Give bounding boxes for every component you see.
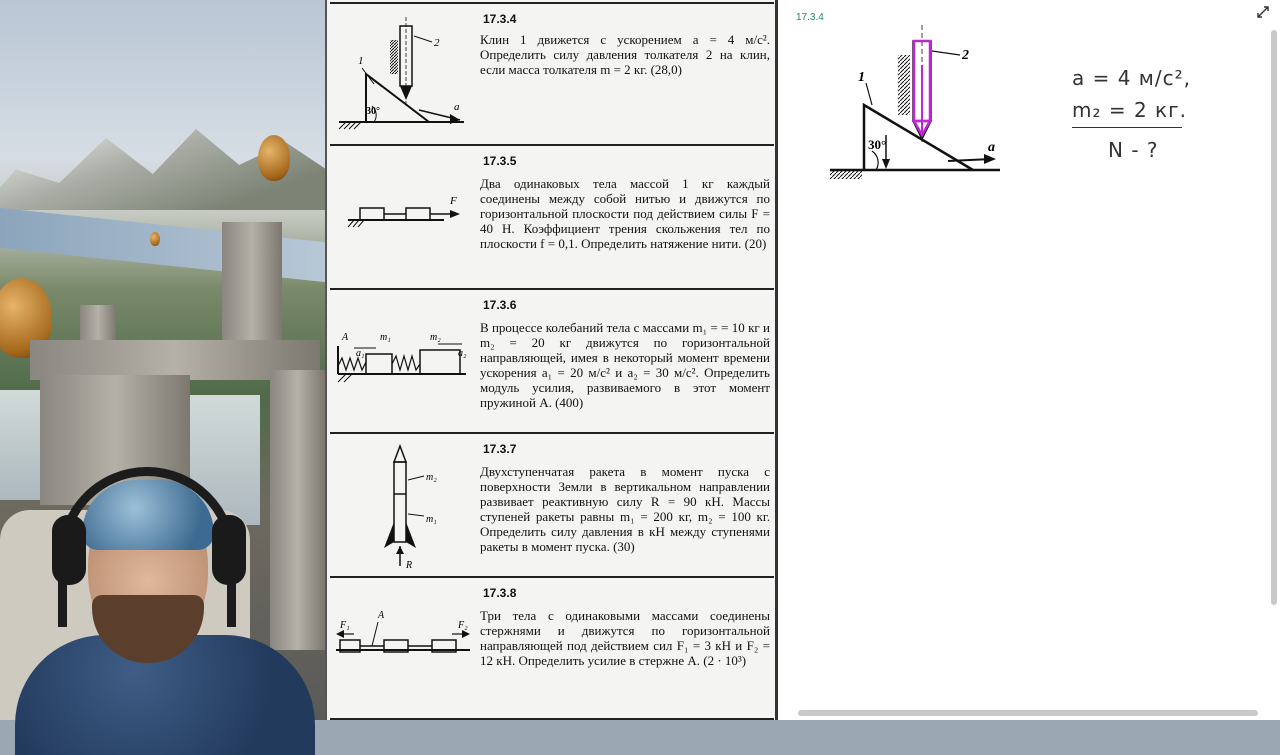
board-figure-wedge [828,25,1008,185]
problem-17-3-5 [330,144,774,290]
webcam-overlay [0,455,325,720]
problem-17-3-8 [330,576,774,720]
fig-label: 2 [962,48,969,63]
note-unknown: N - ? [1108,138,1159,162]
problem-text: Два одинаковых тела массой 1 кг каждый соединены между собой нитью и движутся по горизонтальной плоскости под действием силы F = 40 Н. Коэффициент трения скольжения тел по плоскости f = 0,1. Определить натяжение нити. (20) [480,176,770,251]
fig-label: 30° [366,106,380,117]
fig-label: 2 [434,37,440,49]
problem-number: 17.3.6 [483,298,517,312]
expand-icon[interactable] [1256,5,1270,19]
fig-label: A [378,610,385,621]
headphone-earcup-left [52,515,86,585]
fig-label: m₁ [426,514,437,525]
problem-17-3-7 [330,432,774,578]
board-page-label: 17.3.4 [796,12,824,23]
problem-number: 17.3.5 [483,154,517,168]
note-mass: m₂ = 2 кг. [1072,98,1187,122]
problem-number: 17.3.8 [483,586,517,600]
fig-label: 1 [358,55,364,67]
fig-label: a₂ [458,348,467,359]
problem-text: Двухступенчатая ракета в момент пуска с поверхности Земли в вертикальном направлении развивает реактивную силу R = 90 кН. Массы ступеней ракеты равны m₁ = 200 кг, m₂ = 100 кг. Определить силу давления в кН между ступенями ракеты в момент пуска. (30) [480,464,770,554]
horizontal-scrollbar[interactable] [798,710,1258,716]
fig-label: m₂ [426,472,437,483]
problem-text: Клин 1 движется с ускорением a = 4 м/с². Определить силу давления толкателя 2 на клин, если масса толкателя m = 2 кг. (28,0) [480,32,770,77]
figure-two-blocks [334,186,472,246]
fig-label: F₂ [458,620,468,631]
fig-label: F [450,195,457,207]
problem-17-3-6 [330,288,774,434]
fig-label: 30° [868,137,887,152]
problem-number: 17.3.7 [483,442,517,456]
balloon-small [258,135,290,181]
textbook-page [325,0,778,720]
fig-label: a [988,140,995,155]
fig-label: R [406,560,413,571]
figure-spring-masses [334,326,472,396]
fig-label: m₁ [380,332,391,343]
problem-text: Три тела с одинаковыми массами соединены стержнями и движутся по горизонтальной направляющей под действием сил F₁ = 3 кН и F₂ = 12 кН. Определить усилие в стержне A. (2 · 10³) [480,608,770,668]
figure-rocket [334,442,472,572]
note-acceleration: a = 4 м/с², [1072,66,1192,90]
headphone-earcup-right [212,515,246,585]
problem-17-3-4 [330,2,774,146]
fig-label: a [454,101,460,113]
problem-number: 17.3.4 [483,12,517,26]
fig-label: a₁ [356,348,365,359]
figure-wedge-pusher [334,12,472,132]
figure-three-bodies [334,606,472,666]
vertical-scrollbar[interactable] [1271,30,1277,605]
fig-label: A [342,332,349,343]
fig-label: m₂ [430,332,441,343]
problem-text: В процессе колебаний тела с массами m₁ = = 10 кг и m₂ = 20 кг движутся по горизонтальной направляющей, имея в некоторый момент времени ускорения a₁ = 20 м/с² и a₂ = 30 м/с². Определить модуль усилия, развиваемого в этот момент пружиной A. (400) [480,320,770,410]
fig-label: F₁ [340,620,350,631]
note-divider [1072,127,1182,128]
fig-label: 1 [858,70,865,85]
balloon-tiny [150,232,160,246]
whiteboard[interactable] [778,0,1280,720]
